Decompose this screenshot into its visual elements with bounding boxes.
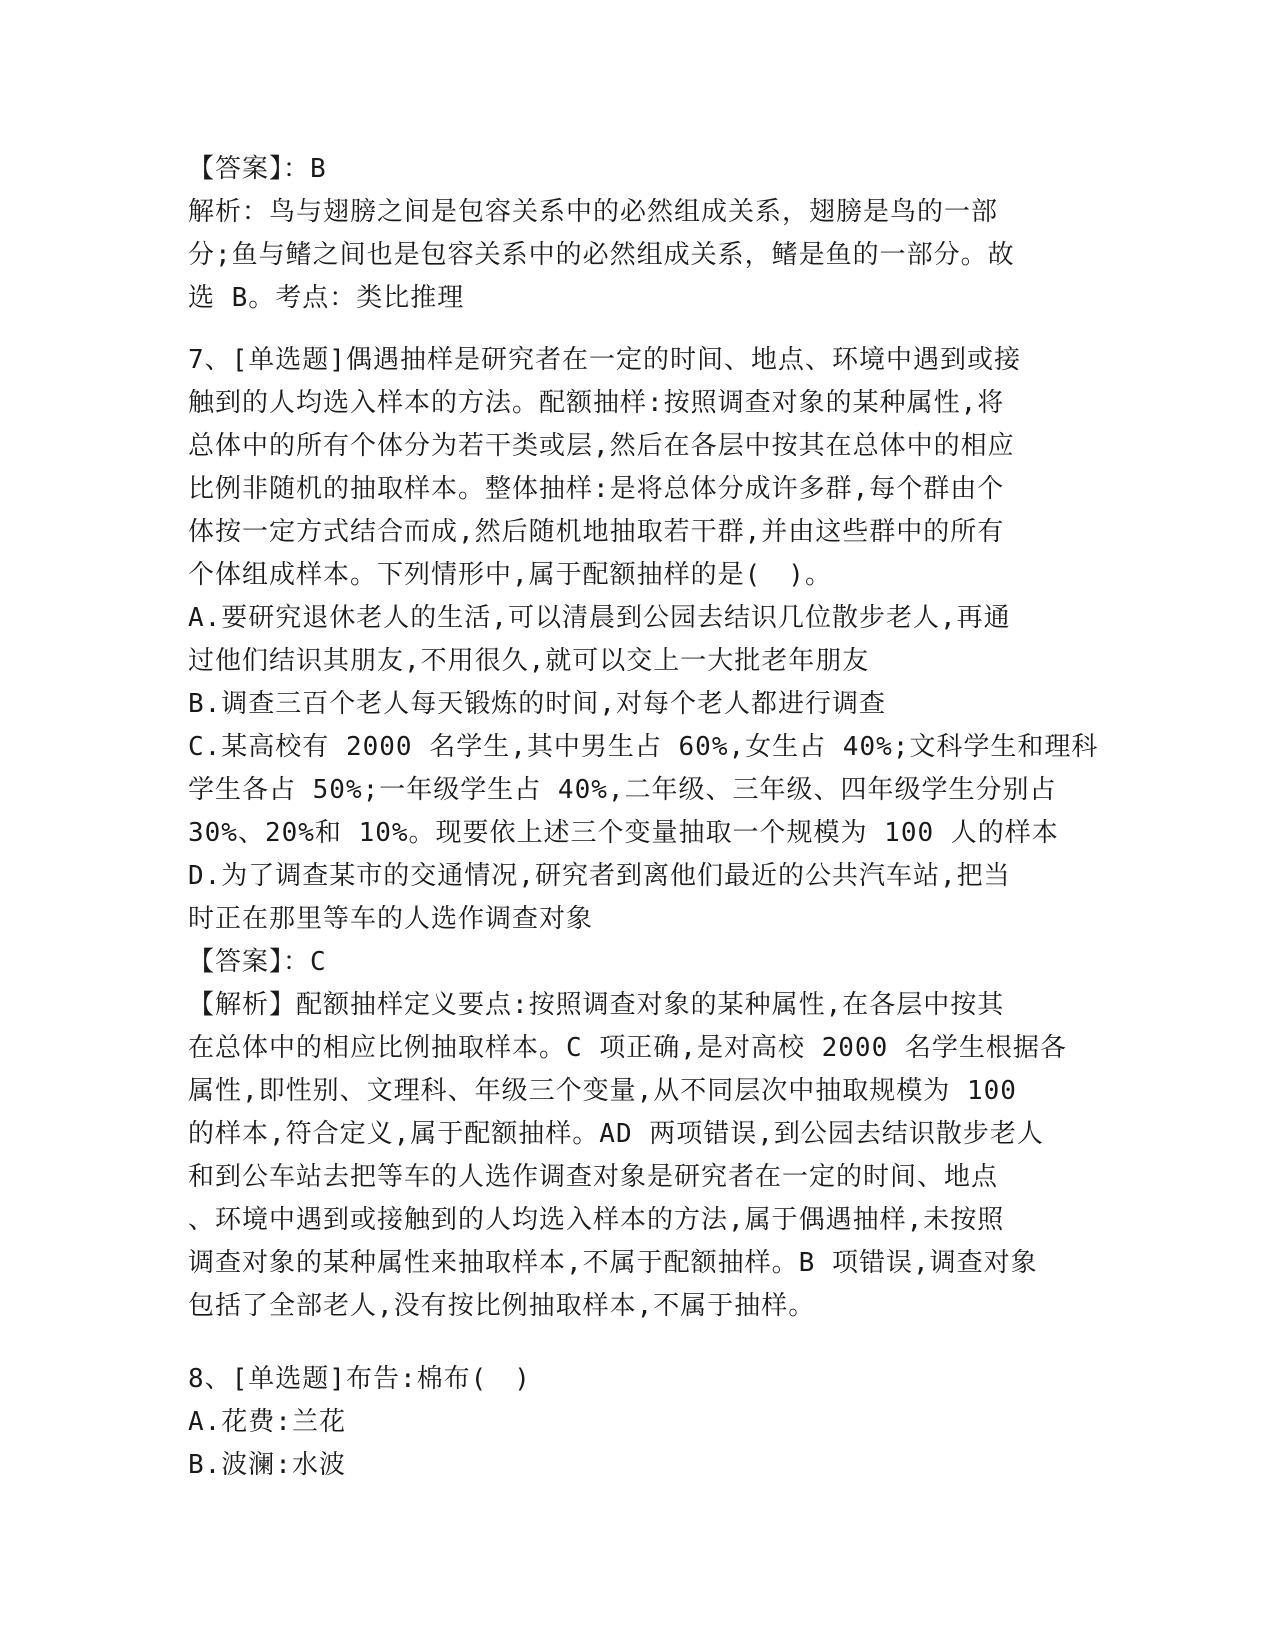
question-7-block	[188, 339, 1099, 1328]
question-8-block	[188, 1358, 1088, 1487]
option-c-line: 学生各占 50%;一年级学生占 40%,二年级、三年级、四年级学生分别占	[188, 775, 1057, 805]
explanation-line: 在总体中的相应比例抽取样本。C 项正确,是对高校 2000 名学生根据各	[188, 1033, 1067, 1063]
explanation-line: 解析：鸟与翅膀之间是包容关系中的必然组成关系，翅膀是鸟的一部	[188, 197, 999, 227]
question-stem-line: 比例非随机的抽取样本。整体抽样:是将总体分成许多群,每个群由个	[188, 474, 1005, 504]
question-stem-line: 个体组成样本。下列情形中,属于配额抽样的是( )。	[188, 560, 832, 590]
explanation-line: 、环境中遇到或接触到的人均选入样本的方法,属于偶遇抽样,未按照	[188, 1205, 1005, 1235]
option-b-line: B.调查三百个老人每天锻炼的时间,对每个老人都进行调查	[188, 689, 886, 719]
explanation-line: 选 B。考点：类比推理	[188, 283, 465, 313]
question-stem-line: 7、[单选题]偶遇抽样是研究者在一定的时间、地点、环境中遇到或接	[188, 345, 1021, 375]
option-a-line: A.要研究退休老人的生活,可以清晨到公园去结识几位散步老人,再通	[188, 603, 1011, 633]
option-a-line: 过他们结识其朋友,不用很久,就可以交上一大批老年朋友	[188, 646, 870, 676]
explanation-line: 调查对象的某种属性来抽取样本,不属于配额抽样。B 项错误,调查对象	[188, 1248, 1038, 1278]
answer-line: 【答案】：B	[188, 154, 327, 184]
option-a-line: A.花费:兰花	[188, 1407, 346, 1437]
question-stem-line: 8、[单选题]布告:棉布( )	[188, 1364, 531, 1394]
answer-line: 【答案】：C	[188, 947, 327, 977]
question-6-answer-block	[188, 148, 1088, 320]
question-stem-line: 体按一定方式结合而成,然后随机地抽取若干群,并由这些群中的所有	[188, 517, 1005, 547]
explanation-line: 的样本,符合定义,属于配额抽样。AD 两项错误,到公园去结识散步老人	[188, 1119, 1044, 1149]
option-b-line: B.波澜:水波	[188, 1450, 346, 1480]
option-c-line: C.某高校有 2000 名学生,其中男生占 60%,女生占 40%;文科学生和理科	[188, 732, 1099, 762]
explanation-line: 包括了全部老人,没有按比例抽取样本,不属于抽样。	[188, 1291, 816, 1321]
question-stem-line: 总体中的所有个体分为若干类或层,然后在各层中按其在总体中的相应	[188, 431, 1015, 461]
option-d-line: D.为了调查某市的交通情况,研究者到离他们最近的公共汽车站,把当	[188, 861, 1011, 891]
explanation-line: 分;鱼与鳍之间也是包容关系中的必然组成关系，鳍是鱼的一部分。故	[188, 240, 1015, 270]
explanation-line: 【解析】配额抽样定义要点:按照调查对象的某种属性,在各层中按其	[188, 990, 1005, 1020]
option-d-line: 时正在那里等车的人选作调查对象	[188, 904, 594, 934]
question-stem-line: 触到的人均选入样本的方法。配额抽样:按照调查对象的某种属性,将	[188, 388, 1005, 418]
explanation-line: 属性,即性别、文理科、年级三个变量,从不同层次中抽取规模为 100	[188, 1076, 1017, 1106]
option-c-line: 30%、20%和 10%。现要依上述三个变量抽取一个规模为 100 人的样本	[188, 818, 1059, 848]
explanation-line: 和到公车站去把等车的人选作调查对象是研究者在一定的时间、地点	[188, 1162, 999, 1192]
